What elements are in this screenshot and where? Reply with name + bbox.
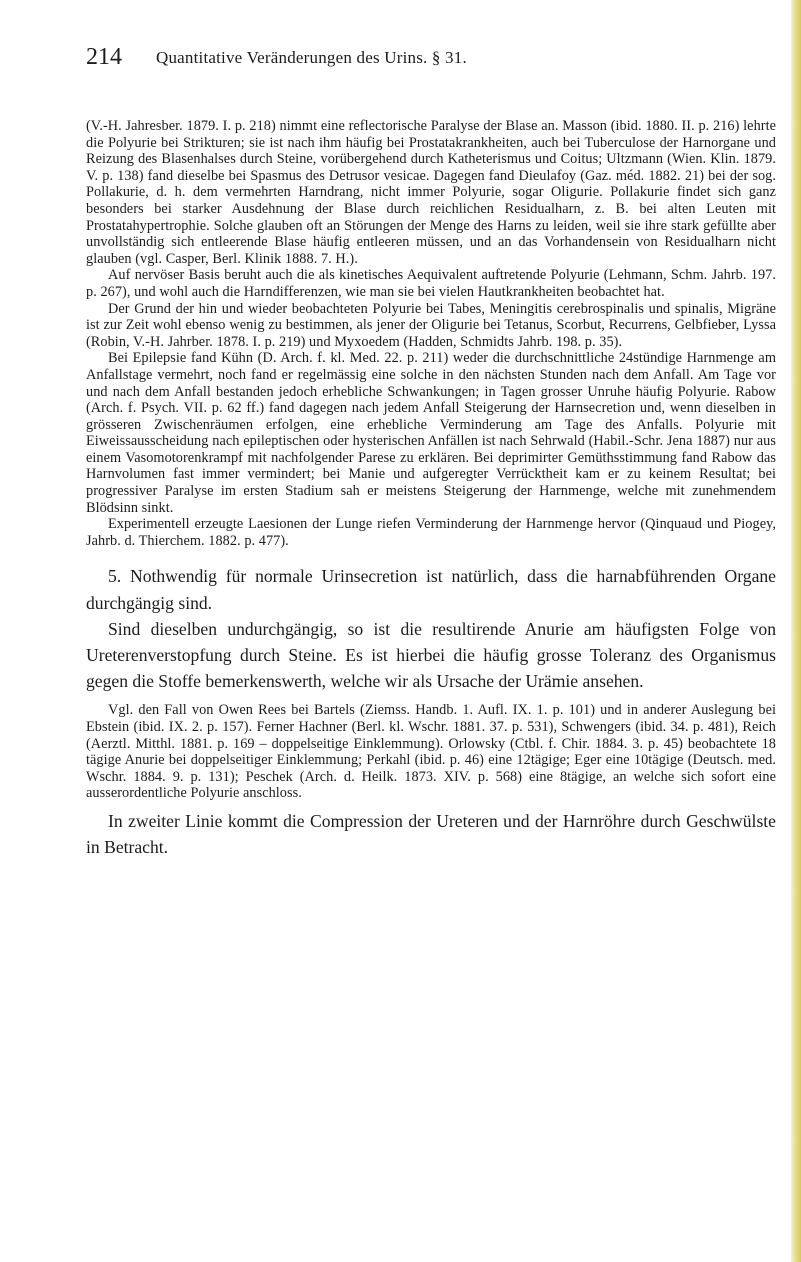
paragraph-bladder-paralysis: (V.-H. Jahresber. 1879. I. p. 218) nimmt eine reflectorische Paralyse der Blase an. Masson (ibid. 1880. II. p. 216) lehrte die Polyurie bei Strikturen; sie ist nach ihm häufig bei Prostatakrankheiten, auch bei Tuberculose der Harnorgane und Reizung des Blasenhalses durch Steine, vorübergehend durch Katheterismus und Coitus; Ultzmann (Wien. Klin. 1879. V. p. 138) fand dieselbe bei Spasmus des Detrusor vesicae. Dagegen fand Dieulafoy (Gaz. méd. 1882. 21) bei der sog. Pollakurie, d. h. dem vermehrten Harndrang, nicht immer Polyurie, sogar Oligurie. Pollakurie findet sich ganz besonders bei starker Ausdehnung der Blase durch reichlichen Residualharn, z. B. bei alten Leuten mit Prostatahypertrophie. Solche glauben oft an Störungen der Menge des Harns zu leiden, weil sie ihre stark gefüllte aber unvollständig sich entleerende Blase häufig entleeren müssen, und an das Vorhandensein von Residualharn nicht glauben (vgl. Casper, Berl. Klinik 1888. 7. H.). — [86, 118, 776, 267]
running-head — [86, 44, 776, 74]
document-page — [86, 0, 776, 860]
paragraph-epilepsy: Bei Epilepsie fand Kühn (D. Arch. f. kl. Med. 22. p. 211) weder die durchschnittliche 24stündige Harnmenge am Anfallstage vermehrt, noch fand er regelmässig eine solche in den nächsten Stunden nach dem Anfall. Am Tage vor und nach dem Anfall bestanden jedoch erhebliche Schwankungen; in Tagen grosser Unruhe häufig Polyurie. Rabow (Arch. f. Psych. VII. p. 62 ff.) fand dagegen nach jedem Anfall Steigerung der Harnsecretion und, wenn dieselben in grösseren Zwischenräumen erfolgen, eine erhebliche Verminderung am Tage des Anfalls. Polyurie mit Eiweissausscheidung nach epileptischen oder hysterischen Anfällen ist nach Sehrwald (Habil.-Schr. Jena 1887) nur aus einem Vasomotorenkrampf mit nachfolgender Parese zu erklären. Bei deprimirter Gemüthsstimmung fand Rabow das Harnvolumen fast immer vermindert; bei Manie und aufgeregter Verrücktheit kam er zu keinem Resultat; bei progressiver Paralyse im ersten Stadium sah er meistens Steigerung der Harnmenge, welche mit zunehmendem Blödsinn sinkt. — [86, 350, 776, 516]
paragraph-tabes-meningitis: Der Grund der hin und wieder beobachteten Polyurie bei Tabes, Meningitis cerebrospinalis und spinalis, Migräne ist zur Zeit wohl ebenso wenig zu bestimmen, als jener der Oligurie bei Tetanus, Scorbut, Recurrens, Gelbfieber, Lyssa (Robin, V.-H. Jahrber. 1878. I. p. 219) und Myxoedem (Hadden, Schmidts Jahrb. 198. p. 35). — [86, 300, 776, 350]
paragraph-compression: In zweiter Linie kommt die Compression der Ureteren und der Harnröhre durch Geschwülste in Betracht. — [86, 811, 776, 858]
running-title: Quantitative Veränderungen des Urins. § 31. — [156, 48, 467, 67]
paragraph-references: Vgl. den Fall von Owen Rees bei Bartels (Ziemss. Handb. 1. Aufl. IX. 1. p. 101) und in anderer Auslegung bei Ebstein (ibid. IX. 2. p. 157). Ferner Hachner (Berl. kl. Wschr. 1881. 37. p. 531), Schwengers (ibid. 34. p. 481), Reich (Aerztl. Mitthl. 1881. p. 169 – doppelseitige Einklemmung). Orlowsky (Ctbl. f. Chir. 1884. 3. p. 45) beobachtete 18 tägige Anurie bei doppelseitiger Einklemmung; Perkahl (ibid. p. 46) eine 12tägige; Eger eine 10tägige (Deutsch. med. Wschr. 1884. 9. p. 131); Peschek (Arch. d. Heilk. 1873. XIV. p. 568) eine 8tägige, an welche sich sofort eine ausserordentliche Polyurie anschloss. — [86, 702, 776, 802]
page-number: 214 — [86, 44, 122, 70]
paragraph-lung-lesions: Experimentell erzeugte Laesionen der Lunge riefen Verminderung der Harnmenge hervor (Qinquaud und Piogey, Jahrb. d. Thierchem. 1882. p. 477). — [86, 516, 776, 549]
page-edge — [791, 0, 801, 1262]
section-heading-5: 5. Nothwendig für normale Urinsecretion ist natürlich, dass die harnabführenden Organe durchgängig sind. — [86, 566, 776, 613]
paragraph-anuria: Sind dieselben undurchgängig, so ist die resultirende Anurie am häufigsten Folge von Ureterenverstopfung durch Steine. Es ist hierbei die häufig grosse Toleranz des Organismus gegen die Stoffe bemerkenswerth, welche wir als Ursache der Urämie ansehen. — [86, 618, 776, 692]
paragraph-kinetic-equivalent: Auf nervöser Basis beruht auch die als kinetisches Aequivalent auftretende Polyurie (Lehmann, Schm. Jahrb. 197. p. 267), und wohl auch die Harndifferenzen, wie man sie bei vielen Hautkrankheiten beobachtet hat. — [86, 267, 776, 300]
